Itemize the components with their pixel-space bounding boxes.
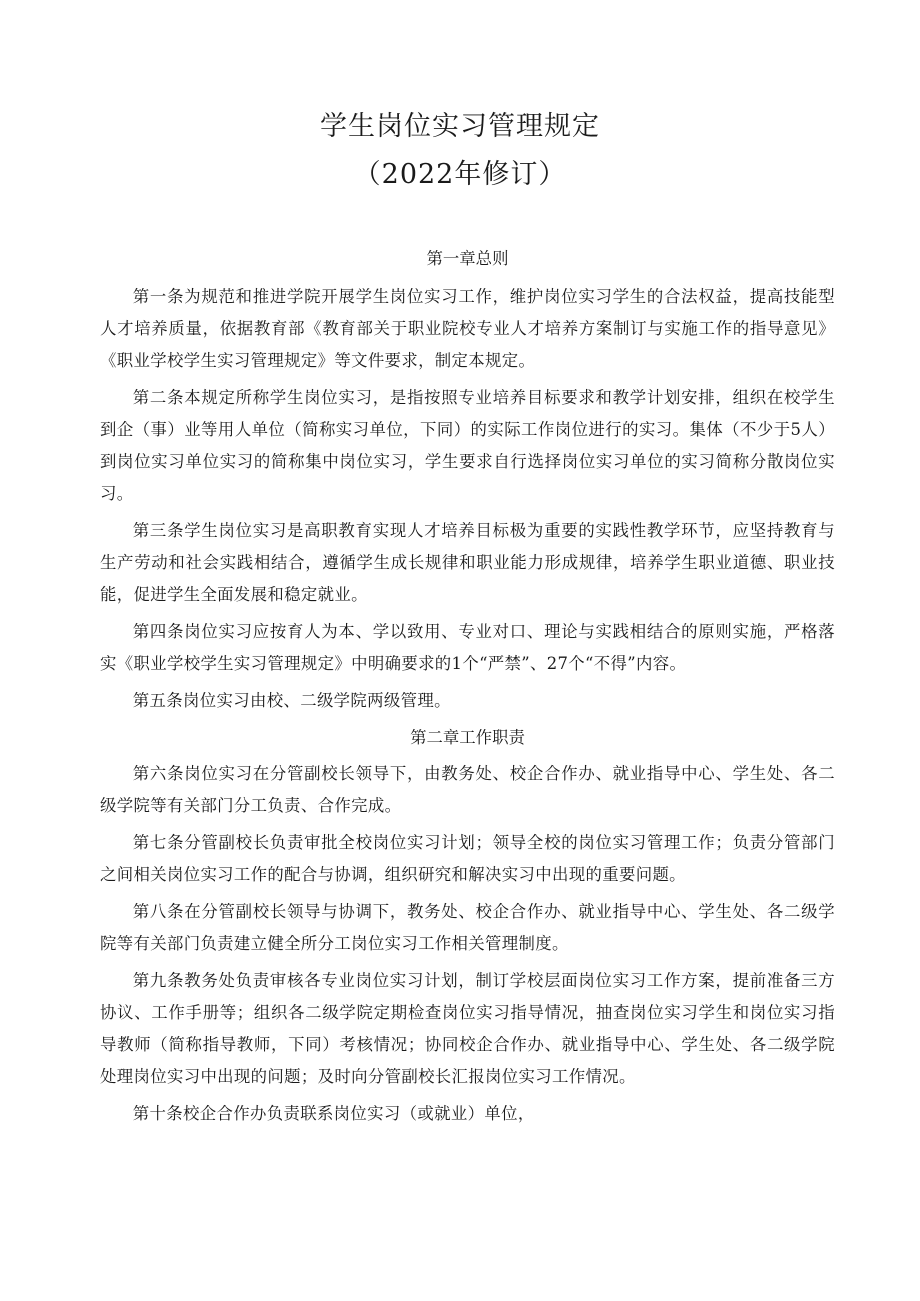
chapter-heading: 第一章总则: [426, 249, 509, 268]
article-9: 第九条教务处负责审核各专业岗位实习计划，制订学校层面岗位实习工作方案，提前准备三方协议、工作手册等；组织各二级学院定期检查岗位实习指导情况，抽查岗位实习学生和岗位实习指导教师（简称指导教师，下同）考核情况；协同校企合作办、就业指导中心、学生处、各二级学院处理岗位实习中出现的问题；及时向分管副校长汇报岗位实习工作情况。: [100, 971, 835, 1086]
article-2: 第二条本规定所称学生岗位实习，是指按照专业培养目标要求和教学计划安排，组织在校学生到企（事）业等用人单位（简称实习单位，下同）的实际工作岗位进行的实习。集体（不少于5人）到岗位实习单位实习的简称集中岗位实习，学生要求自行选择岗位实习单位的实习简称分散岗位实习。: [100, 388, 835, 503]
article-3: 第三条学生岗位实习是高职教育实现人才培养目标极为重要的实践性教学环节，应坚持教育与生产劳动和社会实践相结合，遵循学生成长规律和职业能力形成规律，培养学生职业道德、职业技能，促进学生全面发展和稳定就业。: [100, 521, 835, 604]
article-7: 第七条分管副校长负责审批全校岗位实习计划；领导全校的岗位实习管理工作；负责分管部门之间相关岗位实习工作的配合与协调，组织研究和解决实习中出现的重要问题。: [100, 833, 835, 884]
article-5: 第五条岗位实习由校、二级学院两级管理。: [132, 691, 451, 710]
article-8: 第八条在分管副校长领导与协调下，教务处、校企合作办、就业指导中心、学生处、各二级学院等有关部门负责建立健全所分工岗位实习工作相关管理制度。: [100, 902, 835, 953]
document-body: [100, 243, 835, 1135]
article-1: 第一条为规范和推进学院开展学生岗位实习工作，维护岗位实习学生的合法权益，提高技能型人才培养质量，依据教育部《教育部关于职业院校专业人才培养方案制订与实施工作的指导意见》《职业学校学生实习管理规定》等文件要求，制定本规定。: [100, 287, 835, 370]
chapter-heading: 第二章工作职责: [410, 728, 525, 747]
article-4: 第四条岗位实习应按育人为本、学以致用、专业对口、理论与实践相结合的原则实施，严格落实《职业学校学生实习管理规定》中明确要求的1个“严禁”、27个“不得”内容。: [100, 622, 835, 673]
document-subtitle: （2022年修订）: [353, 159, 567, 190]
article-6: 第六条岗位实习在分管副校长领导下，由教务处、校企合作办、就业指导中心、学生处、各二级学院等有关部门分工负责、合作完成。: [100, 764, 835, 815]
article-10: 第十条校企合作办负责联系岗位实习（或就业）单位，: [132, 1104, 535, 1123]
document-title: 学生岗位实习管理规定: [320, 111, 600, 142]
